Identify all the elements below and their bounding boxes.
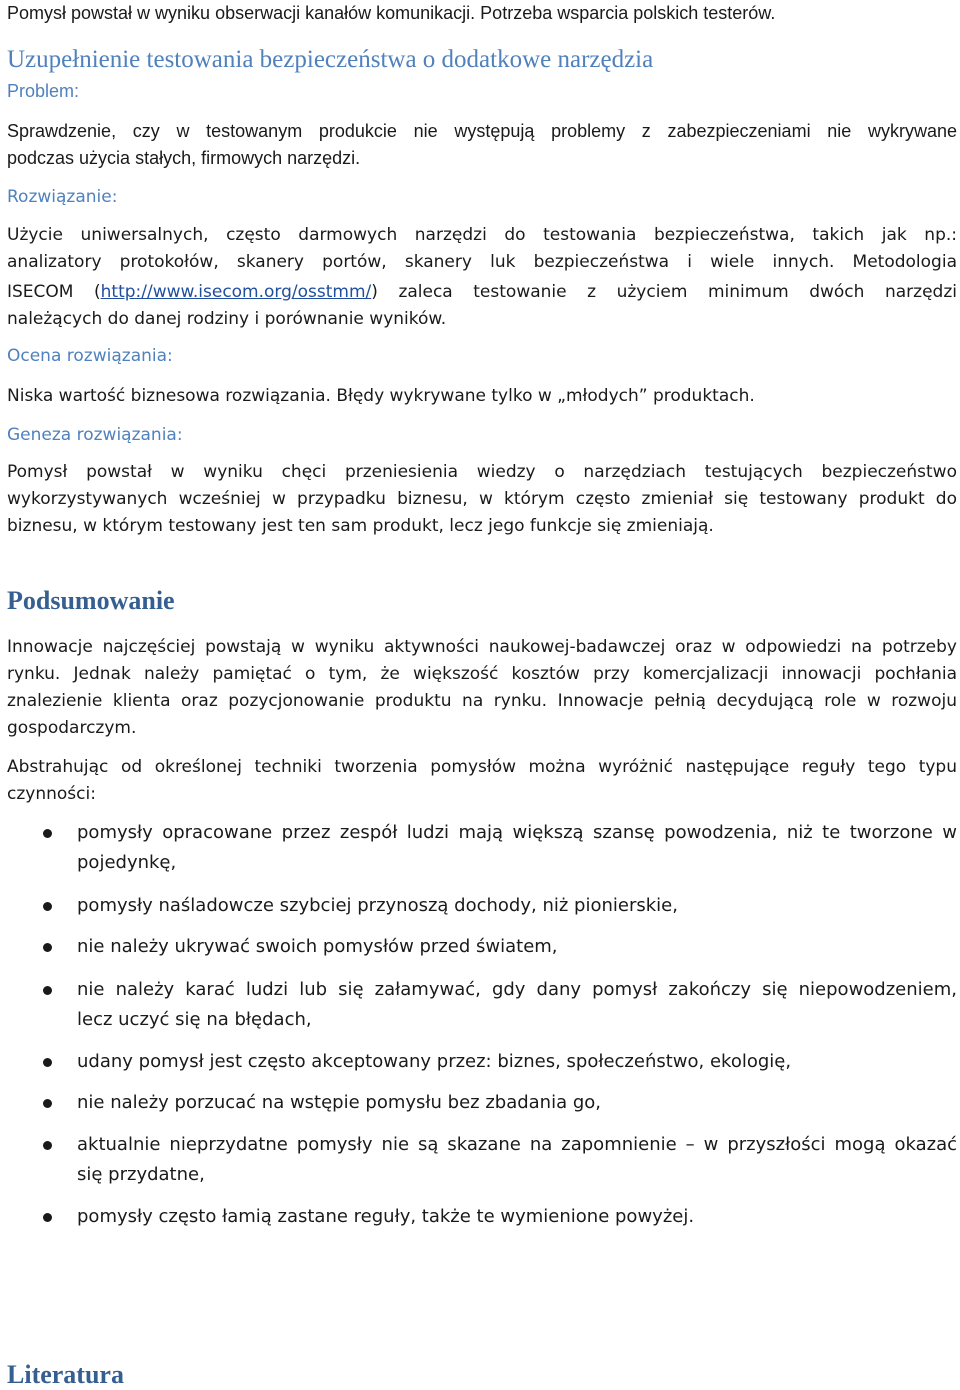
- rules-list-item: pomysły często łamią zastane reguły, także te wymienione powyżej.: [77, 1206, 695, 1227]
- bullet-icon: [43, 1058, 52, 1067]
- solution-line-3: [7, 279, 957, 306]
- bullet-icon: [43, 902, 52, 911]
- bullet-icon: [43, 1099, 52, 1108]
- problem-line-2: podczas użycia stałych, firmowych narzędzi.: [7, 148, 361, 168]
- genesis-line-1: Pomysł powstał w wyniku chęci przeniesienia wiedzy o narzędziach testujących bezpieczeństwo: [7, 462, 957, 482]
- problem-label: Problem:: [7, 81, 80, 101]
- rules-list-item: pomysły opracowane przez zespół ludzi mają większą szansę powodzenia, niż te tworzone w pojedynkę,: [77, 822, 957, 873]
- solution-label: Rozwiązanie:: [7, 187, 118, 207]
- genesis-label: Geneza rozwiązania:: [7, 425, 183, 445]
- problem-line-1: Sprawdzenie, czy w testowanym produkcie nie występują problemy z zabezpieczeniami nie wykrywane: [7, 121, 957, 141]
- bullet-icon: [43, 986, 52, 995]
- bullet-icon: [43, 1141, 52, 1150]
- summary-para1-line-1: Innowacje najczęściej powstają w wyniku aktywności naukowej-badawczej oraz w odpowiedzi na potrzeby: [7, 637, 957, 657]
- rules-list-item: nie należy ukrywać swoich pomysłów przed światem,: [77, 936, 558, 957]
- solution-line-3-post: ) zaleca testowanie z użyciem minimum dwóch narzędzi: [371, 282, 957, 302]
- bullet-icon: [43, 1213, 52, 1222]
- summary-para1-line-3: znalezienie klienta oraz pozycjonowanie produktu na rynku. Innowacje pełnią decydującą role w rozwoju: [7, 691, 957, 711]
- intro-line: Pomysł powstał w wyniku obserwacji kanałów komunikacji. Potrzeba wsparcia polskich testerów.: [7, 3, 776, 23]
- summary-heading: Podsumowanie: [7, 586, 175, 615]
- genesis-line-2: wykorzystywanych wcześniej w przypadku biznesu, w którym często zmieniał się testowany produkt do: [7, 489, 957, 509]
- solution-line-3-pre: ISECOM (: [7, 282, 101, 302]
- literature-heading: Literatura: [7, 1360, 124, 1389]
- summary-para2-line-1: Abstrahując od określonej techniki tworzenia pomysłów można wyróżnić następujące reguły tego typu: [7, 757, 957, 777]
- evaluation-text: Niska wartość biznesowa rozwiązania. Błędy wykrywane tylko w „młodych” produktach.: [7, 386, 755, 406]
- solution-line-4: należących do danej rodziny i porównanie wyników.: [7, 309, 447, 329]
- summary-para1-line-4: gospodarczym.: [7, 718, 137, 738]
- genesis-line-3: biznesu, w którym testowany jest ten sam produkt, lecz jego funkcje się zmieniają.: [7, 516, 714, 536]
- rules-list-item: aktualnie nieprzydatne pomysły nie są skazane na zapomnienie – w przyszłości mogą okazać się przydatne,: [77, 1134, 957, 1185]
- solution-line-2: analizatory protokołów, skanery portów, skanery luk bezpieczeństwa i wiele innych. Metodologia: [7, 252, 957, 272]
- evaluation-label: Ocena rozwiązania:: [7, 346, 173, 366]
- rules-list-item: pomysły naśladowcze szybciej przynoszą dochody, niż pionierskie,: [77, 895, 678, 916]
- rules-list-item: nie należy porzucać na wstępie pomysłu bez zbadania go,: [77, 1092, 601, 1113]
- summary-para1-line-2: rynku. Jednak należy pamiętać o tym, że większość kosztów przy komercjalizacji innowacji pochłania: [7, 664, 957, 684]
- summary-para2-line-2: czynności:: [7, 784, 96, 804]
- rules-list-item: udany pomysł jest często akceptowany przez: biznes, społeczeństwo, ekologię,: [77, 1051, 792, 1072]
- isecom-link[interactable]: http://www.isecom.org/osstmm/: [100, 282, 372, 302]
- section-heading-tools: Uzupełnienie testowania bezpieczeństwa o dodatkowe narzędzia: [7, 46, 654, 73]
- bullet-icon: [43, 943, 52, 952]
- bullet-icon: [43, 829, 52, 838]
- solution-line-1: Użycie uniwersalnych, często darmowych narzędzi do testowania bezpieczeństwa, takich jak np.:: [7, 225, 957, 245]
- rules-list-item: nie należy karać ludzi lub się załamywać, gdy dany pomysł zakończy się niepowodzeniem, lecz uczyć się na błędach,: [77, 979, 957, 1030]
